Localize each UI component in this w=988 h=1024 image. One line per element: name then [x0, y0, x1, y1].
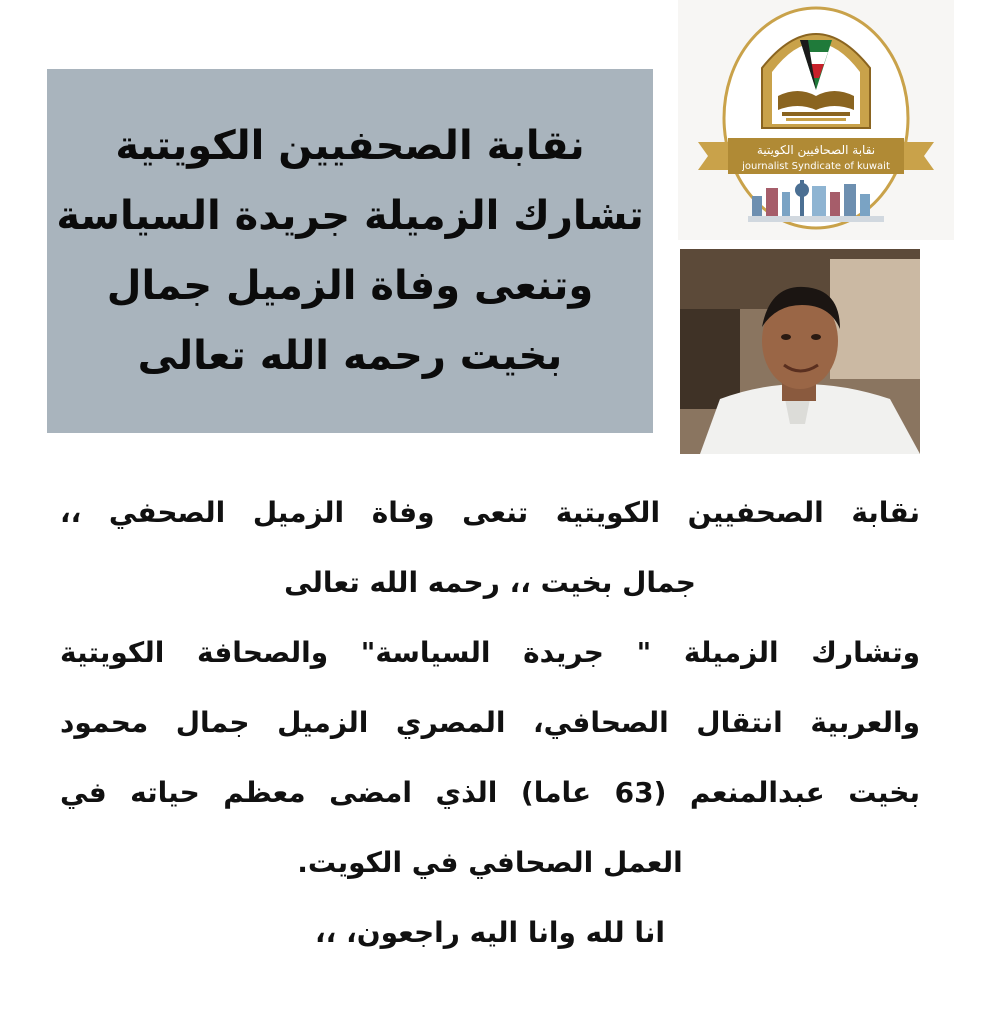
headline-line-4: بخيت رحمه الله تعالى: [137, 333, 563, 379]
headline-line-1: نقابة الصحفيين الكويتية: [115, 123, 585, 169]
headline-banner: [47, 69, 653, 433]
body-line-6: العمل الصحافي في الكويت.: [297, 846, 683, 879]
portrait-photo: [680, 249, 920, 454]
body-line-5: بخيت عبدالمنعم (63 عاما) الذي امضى معظم حياته في: [60, 776, 920, 809]
syndicate-emblem-icon: [678, 0, 954, 240]
headline-line-3: وتنعى وفاة الزميل جمال: [106, 263, 594, 309]
logo-arabic-name: نقابة الصحافيين الكويتية: [756, 143, 876, 157]
headline-line-2: تشارك الزميلة جريدة السياسة: [56, 193, 644, 239]
syndicate-logo: [678, 0, 954, 240]
portrait-image: [680, 249, 920, 454]
announcement-body: [60, 478, 920, 968]
body-line-7: انا لله وانا اليه راجعون، ،،: [315, 916, 665, 949]
body-line-1: نقابة الصحفيين الكويتية تنعى وفاة الزميل الصحفي ،،: [60, 496, 920, 529]
body-line-4: والعربية انتقال الصحافي، المصري الزميل جمال محمود: [60, 706, 920, 739]
body-line-2: جمال بخيت ،، رحمه الله تعالى: [284, 566, 696, 599]
body-line-3: وتشارك الزميلة " جريدة السياسة" والصحافة الكويتية: [60, 636, 920, 669]
logo-english-name: journalist Syndicate of kuwait: [742, 161, 890, 172]
